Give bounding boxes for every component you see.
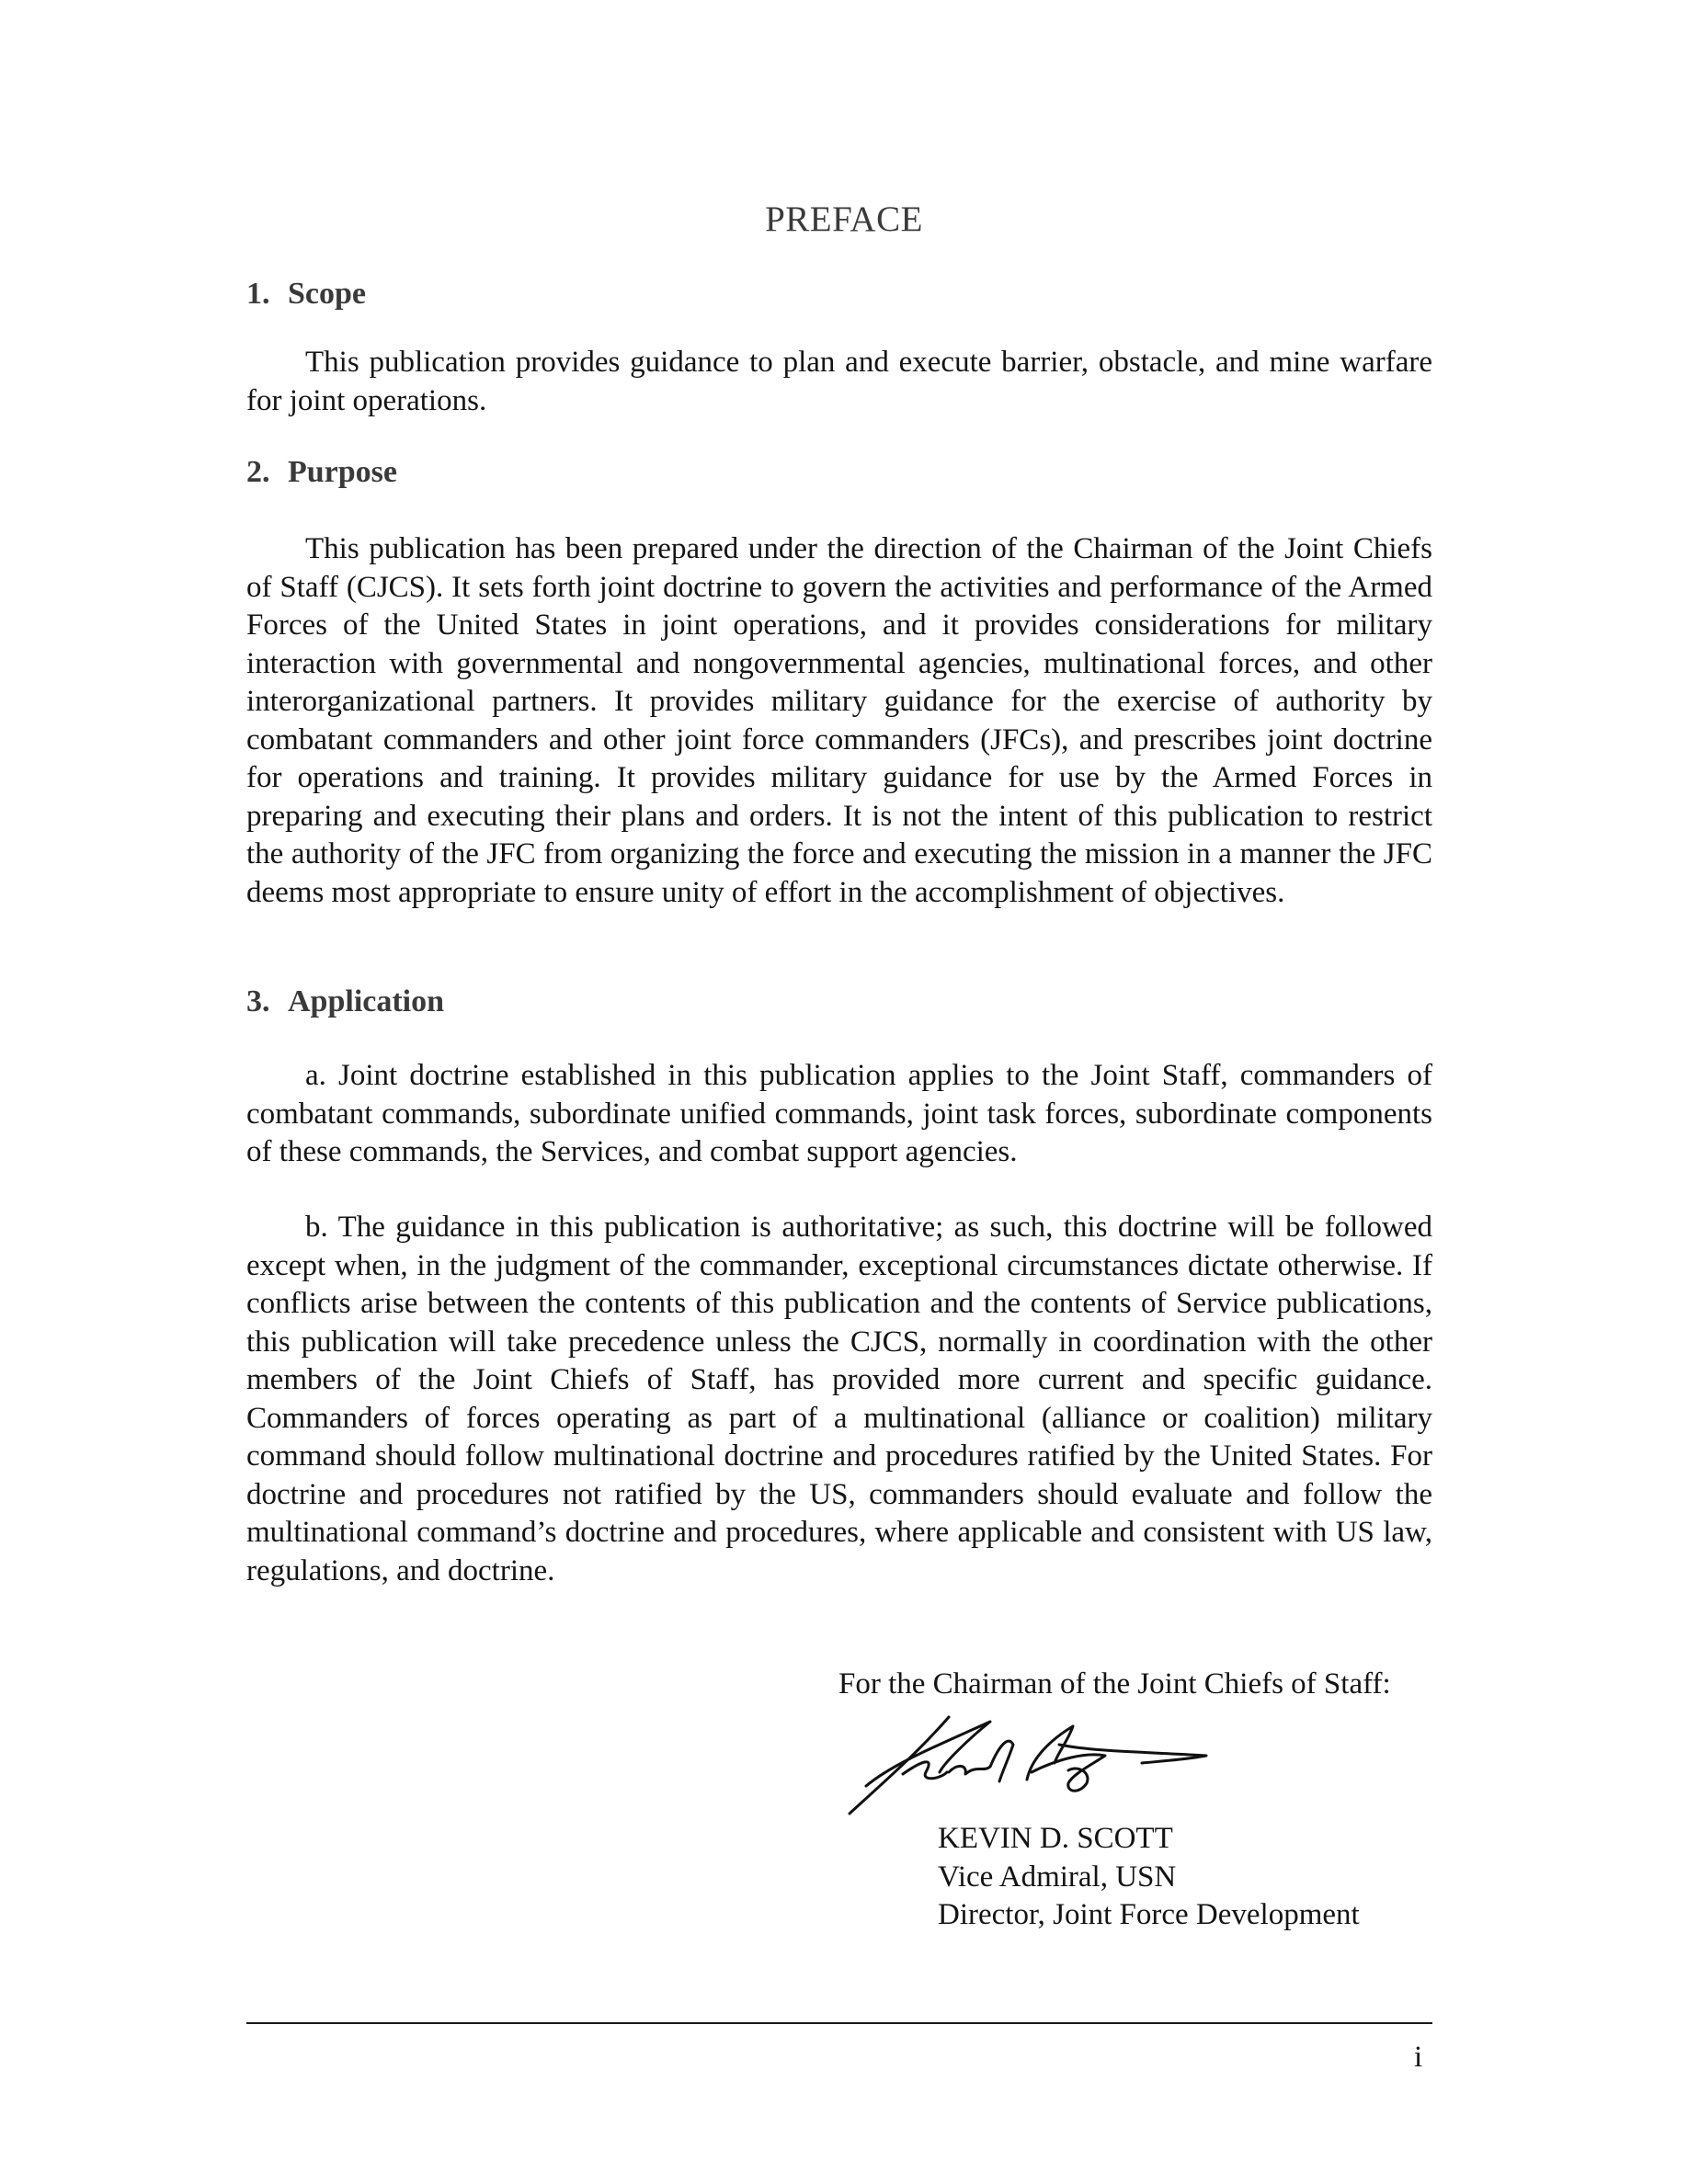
page-number: i (1414, 2041, 1423, 2074)
paragraph: a. Joint doctrine established in this publication applies to the Joint Staff, commanders of combatant commands, subordinate unified commands, joint task forces, subordinate components of these commands, the Services, and combat support agencies. (246, 1059, 1432, 1168)
footer-rule (246, 2022, 1432, 2024)
section-number: 2. (246, 455, 270, 489)
section-number: 1. (246, 277, 270, 311)
signatory-rank: Vice Admiral, USN (938, 1860, 1177, 1894)
section-purpose (246, 452, 1432, 493)
page-title: PREFACE (765, 199, 923, 239)
signatory-position: Director, Joint Force Development (938, 1898, 1360, 1931)
section-application-para-b (246, 1209, 1432, 1590)
section-application (246, 982, 1432, 1022)
signatory-name: KEVIN D. SCOTT (938, 1822, 1173, 1855)
paragraph: This publication provides guidance to plan and execute barrier, obstacle, and mine warfare for joint operations. (246, 346, 1432, 417)
section-number: 3. (246, 984, 270, 1018)
section-heading (246, 982, 1432, 1022)
signature-image (838, 1708, 1225, 1818)
section-purpose-body (246, 530, 1432, 912)
section-heading (246, 452, 1432, 493)
section-heading (246, 274, 1432, 314)
paragraph: This publication has been prepared under the direction of the Chairman of the Joint Chiefs of Staff (CJCS). It sets forth joint doctrine to govern the activities and performance of the Armed Forces of the United States in joint operations, and it provides considerations for military interaction with governmental and nongovernmental agencies, multinational forces, and other interorganizational partners. It provides military guidance for the exercise of authority by combatant commanders and other joint force commanders (JFCs), and prescribes joint doctrine for operations and training. It provides military guidance for use by the Armed Forces in preparing and executing their plans and orders. It is not the intent of this publication to restrict the authority of the JFC from organizing the force and executing the mission in a manner the JFC deems most appropriate to ensure unity of effort in the accomplishment of objectives. (246, 532, 1432, 909)
section-scope-body (246, 344, 1432, 420)
section-title: Application (288, 984, 445, 1018)
closing-line: For the Chairman of the Joint Chiefs of Staff: (838, 1667, 1391, 1701)
signature-block (938, 1820, 1360, 1935)
section-application-para-a (246, 1057, 1432, 1172)
section-title: Scope (288, 277, 366, 311)
section-title: Purpose (288, 455, 397, 489)
paragraph: b. The guidance in this publication is authoritative; as such, this doctrine will be followed except when, in the judgment of the commander, exceptional circumstances dictate otherwise. If conflicts arise between the contents of this publication and the contents of Service publications, this publication will take precedence unless the CJCS, normally in coordination with the other members of the Joint Chiefs of Staff, has provided more current and specific guidance. Commanders of forces operating as part of a multinational (alliance or coalition) military command should follow multinational doctrine and procedures ratified by the United States. For doctrine and procedures not ratified by the US, commanders should evaluate and follow the multinational command’s doctrine and procedures, where applicable and consistent with US law, regulations, and doctrine. (246, 1211, 1432, 1587)
section-scope (246, 274, 1432, 314)
